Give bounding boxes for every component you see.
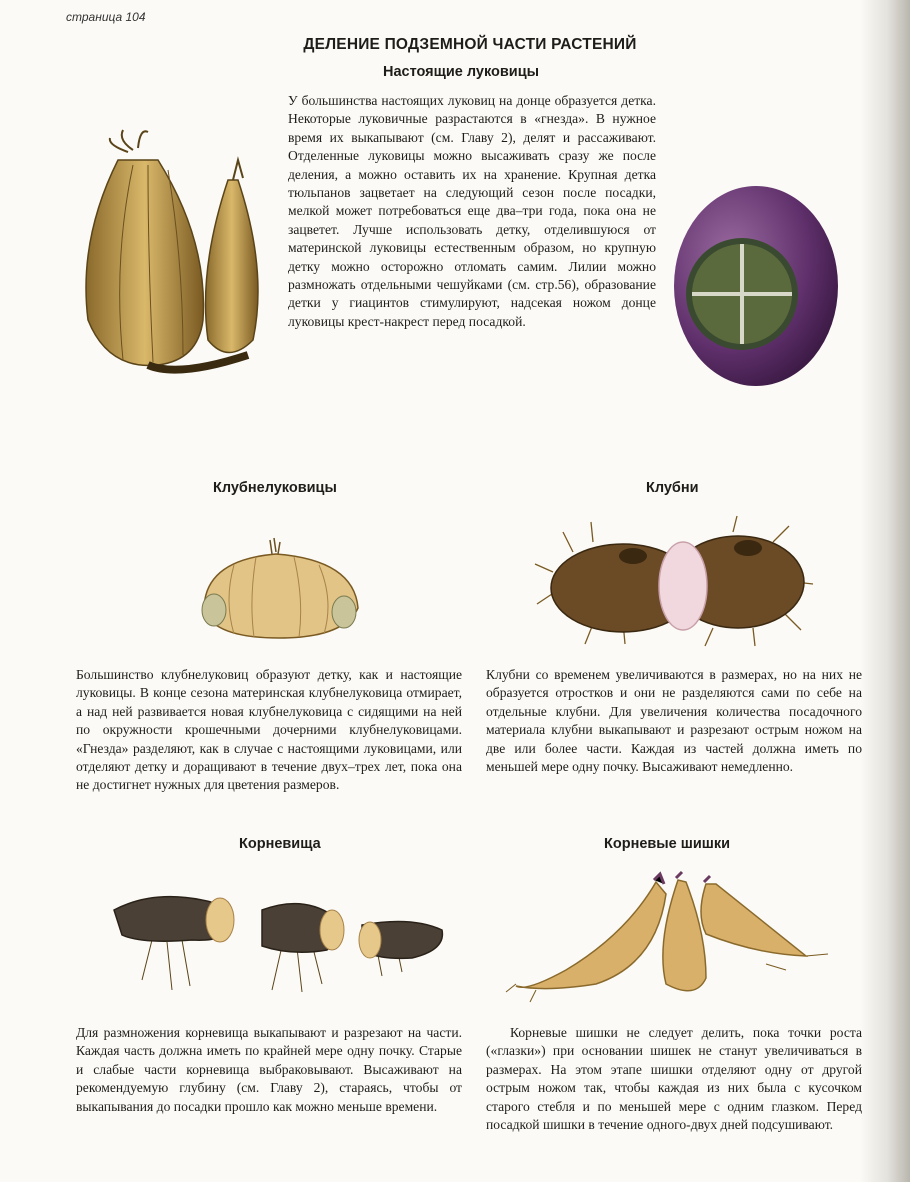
- heading-rhizomes: Корневища: [239, 836, 321, 852]
- corm-illustration: [194, 530, 364, 642]
- page-title: ДЕЛЕНИЕ ПОДЗЕМНОЙ ЧАСТИ РАСТЕНИЙ: [303, 36, 637, 53]
- text-rhizomes: Для размножения корневища выкапывают и разрезают на части. Каждая часть должна иметь по крайней мере одну почку. Старые и слабые части корневища выбраковывают. Высаживают на рекомендуемую глубину (см. Главу 2), стараясь, чтобы от выкапывания до посадки прошло как можно меньше времени.: [76, 1025, 462, 1114]
- text-tuberous-roots: Корневые шишки не следует делить, пока точки роста («глазки») при основании шишек не станут увеличиваться в размерах. На этом этапе шишки отделяют одну от другой острым ножом так, чтобы каждая из них была с кусочком старого стебля и по меньшей мере с одним глазком. Перед посадкой шишки в течение одного-двух дней подсушивают.: [486, 1025, 862, 1133]
- heading-tubers: Клубни: [646, 480, 699, 496]
- page-number: страница 104: [66, 10, 146, 24]
- rhizome-illustration: [112, 880, 450, 1004]
- heading-tuberous-roots: Корневые шишки: [604, 836, 731, 852]
- page-gutter-shadow: [860, 0, 910, 1182]
- tuber-illustration: [533, 512, 815, 648]
- hyacinth-bulb-illustration: [672, 182, 844, 390]
- heading-corms: Клубнелуковицы: [213, 480, 337, 496]
- tuberous-roots-illustration: [506, 874, 836, 1004]
- text-corms: Большинство клубнелуковиц образуют детку, как и настоящие луковицы. В конце сезона материнская клубнелуковица отмирает, а над ней развивается новая клубнелуковица с сидящими на ней по окружности крошечными дочерними клубнелуковицами. «Гнезда» разделяют, как в случае с настоящими луковицами, или отделяют детку и доращивают в течение двух–трех лет, пока она не достигнет нужных для цветения размеров.: [76, 667, 462, 793]
- tulip-bulb-illustration: [78, 120, 278, 380]
- heading-true-bulbs: Настоящие луковицы: [383, 64, 540, 80]
- text-true-bulbs: У большинства настоящих луковиц на донце образуется детка. Некоторые луковичные разрастаются в «гнезда». В нужное время их выкапывают (см. Главу 2), делят и рассаживают. Отделенные луковицы можно высаживать сразу же после деления, а можно оставить их на хранение. Крупная детка тюльпанов зацветает на следующий сезон после посадки, мелкой может потребоваться еще два–три года, пока она не зацветет. Лучше использовать детку, отделившуюся от материнской луковицы естественным образом, но крупную детку можно осторожно отломать самим. Лилии можно размножать отдельными чешуйками (см. стр.56), образование детки у гиацинтов стимулируют, надсекая ножом донце луковицы крест-накрест перед посадкой.: [288, 93, 656, 329]
- text-tubers: Клубни со временем увеличиваются в размерах, но на них не образуется отростков и они не разделяются сами по себе на отдельные клубни. Для увеличения количества посадочного материала клубни выкапывают и разрезают острым ножом на две или более части. Каждая из частей должна иметь по меньшей мере одну почку. Высаживают немедленно.: [486, 667, 862, 775]
